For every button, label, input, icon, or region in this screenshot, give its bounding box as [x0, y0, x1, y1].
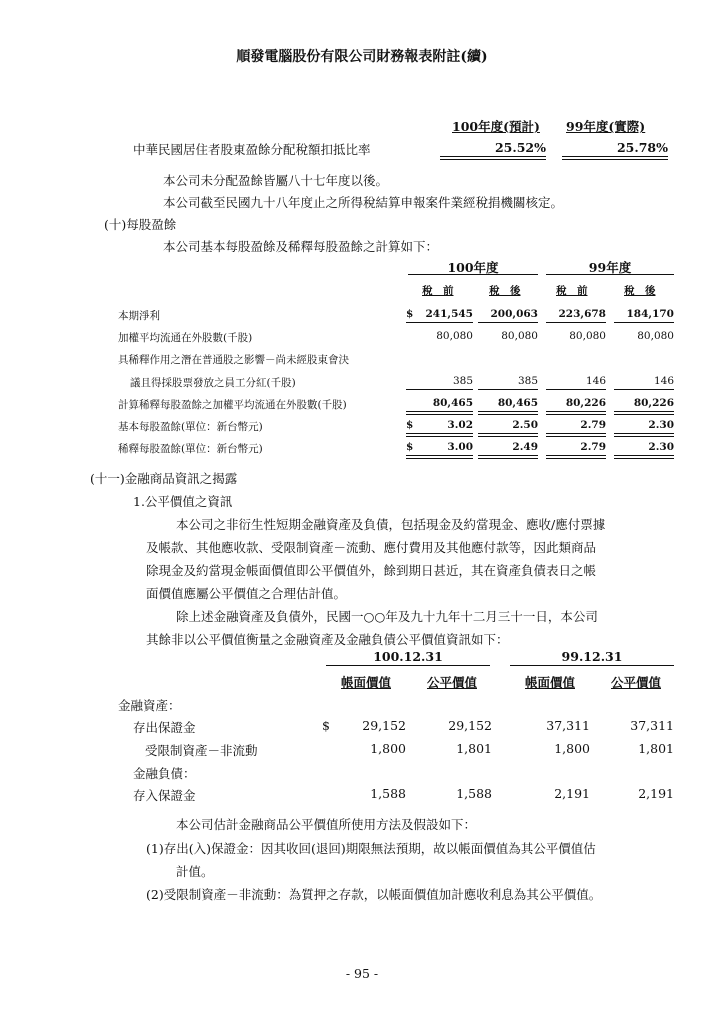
method-intro: 本公司估計金融商品公平價值所使用方法及假設如下：	[176, 817, 477, 832]
currency-sign: $	[322, 718, 330, 733]
fin-value: 1,800	[370, 741, 406, 756]
fin-colhead: 公平價值	[426, 675, 477, 690]
rule	[408, 274, 538, 275]
rule	[406, 433, 473, 437]
body-line: 除現金及約當現金帳面價值即公平價值外，餘到期日甚近，其在資產負債表日之帳	[146, 563, 597, 578]
tax-ratio-label: 中華民國居住者股東盈餘分配稅額扣抵比率	[133, 142, 371, 157]
fin-liab-label: 金融負債：	[133, 766, 196, 781]
currency-sign: $	[406, 308, 414, 320]
paragraph: 本公司截至民國九十八年度止之所得稅結算申報案件業經稅捐機關核定。	[163, 195, 564, 210]
eps-value: 385	[517, 375, 538, 387]
eps-value: 2.79	[580, 419, 606, 431]
eps-subhead: 稅 前	[556, 285, 588, 297]
rule	[614, 433, 674, 437]
rule	[546, 411, 606, 415]
fin-value: 1,801	[456, 741, 492, 756]
eps-value: 2.30	[648, 419, 674, 431]
fin-value: 2,191	[638, 786, 674, 801]
body-line: 其餘非以公平價值衡量之金融資產及金融負債公平價值資訊如下：	[146, 632, 509, 647]
eps-row-label: 議且得採股票發放之員工分紅(千股)	[130, 377, 296, 389]
rule	[562, 156, 668, 160]
rule	[546, 274, 674, 275]
eps-value: 146	[653, 375, 674, 387]
fin-value: 2,191	[554, 786, 590, 801]
eps-value: 2.30	[648, 441, 674, 453]
body-line: 本公司之非衍生性短期金融資產及負債，包括現金及約當現金、應收/應付票據	[176, 517, 606, 532]
eps-value: 2.79	[580, 441, 606, 453]
fin-value: 1,801	[638, 741, 674, 756]
rule	[614, 389, 674, 390]
eps-subhead: 稅 後	[489, 285, 521, 297]
fin-assets-label: 金融資產：	[118, 698, 181, 713]
fin-value: 37,311	[546, 718, 590, 733]
rule	[478, 389, 538, 390]
rule	[478, 411, 538, 415]
eps-value: 3.00	[447, 441, 473, 453]
rule	[406, 455, 473, 459]
rule	[478, 433, 538, 437]
eps-value: 241,545	[425, 308, 473, 320]
eps-value: 80,226	[633, 397, 674, 409]
rule	[546, 433, 606, 437]
section-heading-fin: (十一)金融商品資訊之揭露	[90, 471, 238, 486]
rule	[614, 455, 674, 459]
rule	[440, 156, 546, 160]
method-2: (2)受限制資產－非流動：為質押之存款，以帳面價值加計應收利息為其公平價值。	[146, 887, 602, 902]
body-line: 除上述金融資產及負債外，民國一○○年及九十九年十二月三十一日，本公司	[176, 609, 598, 624]
fin-date-99: 99.12.31	[561, 649, 623, 664]
eps-value: 223,678	[558, 308, 606, 320]
method-1-cont: 計值。	[176, 864, 214, 879]
eps-row-label: 加權平均流通在外股數(千股)	[118, 332, 253, 344]
eps-subhead: 稅 前	[422, 285, 454, 297]
eps-value: 184,170	[626, 308, 674, 320]
fin-value: 1,800	[554, 741, 590, 756]
rule	[546, 322, 606, 323]
page-title: 順發電腦股份有限公司財務報表附註(續)	[236, 49, 488, 65]
eps-value: 80,226	[565, 397, 606, 409]
eps-value: 3.02	[447, 419, 473, 431]
eps-year-100: 100年度	[447, 260, 499, 275]
fin-value: 1,588	[370, 786, 406, 801]
eps-year-99: 99年度	[588, 260, 632, 275]
fin-row-label: 存出保證金	[133, 720, 196, 735]
rule	[478, 455, 538, 459]
paragraph: 本公司未分配盈餘皆屬八十七年度以後。	[163, 173, 389, 188]
fin-value: 37,311	[630, 718, 674, 733]
tax-ratio-99: 25.78%	[616, 140, 668, 155]
eps-intro: 本公司基本每股盈餘及稀釋每股盈餘之計算如下：	[163, 239, 439, 254]
fin-row-label: 存入保證金	[133, 788, 196, 803]
rule	[406, 322, 473, 323]
rule	[478, 322, 538, 323]
fin-date-100: 100.12.31	[373, 649, 443, 664]
subsection-heading: 1.公平價值之資訊	[133, 494, 233, 509]
currency-sign: $	[406, 419, 414, 431]
eps-value: 80,080	[637, 330, 674, 342]
tax-col-99: 99年度(實際)	[566, 119, 646, 134]
eps-row-label: 計算稀釋每股盈餘之加權平均流通在外股數(千股)	[118, 399, 347, 411]
fin-row-label: 受限制資產－非流動	[145, 743, 258, 758]
rule	[406, 389, 473, 390]
rule	[614, 411, 674, 415]
eps-row-label: 本期淨利	[118, 310, 160, 322]
fin-colhead: 帳面價值	[524, 675, 575, 690]
eps-value: 146	[585, 375, 606, 387]
tax-ratio-100: 25.52%	[494, 140, 546, 155]
section-heading-eps: (十)每股盈餘	[104, 217, 177, 232]
eps-value: 200,063	[490, 308, 538, 320]
rule	[546, 455, 606, 459]
rule	[510, 665, 674, 666]
page-number: - 95 -	[345, 966, 379, 981]
eps-row-label: 基本每股盈餘(單位：新台幣元)	[118, 421, 263, 433]
eps-value: 80,080	[501, 330, 538, 342]
eps-value: 2.49	[512, 441, 538, 453]
eps-subhead: 稅 後	[624, 285, 656, 297]
eps-value: 385	[452, 375, 473, 387]
method-1: (1)存出(入)保證金：因其收回(退回)期限無法預期，故以帳面價值為其公平價值估	[146, 841, 596, 856]
fin-colhead: 帳面價值	[340, 675, 391, 690]
fin-value: 29,152	[448, 718, 492, 733]
fin-colhead: 公平價值	[610, 675, 661, 690]
eps-value: 80,465	[497, 397, 538, 409]
eps-value: 2.50	[512, 419, 538, 431]
fin-value: 29,152	[362, 718, 406, 733]
rule	[406, 411, 473, 415]
currency-sign: $	[406, 441, 414, 453]
eps-value: 80,080	[569, 330, 606, 342]
eps-value: 80,465	[432, 397, 473, 409]
fin-value: 1,588	[456, 786, 492, 801]
rule	[326, 665, 490, 666]
body-line: 面價值應屬公平價值之合理估計值。	[146, 586, 347, 601]
rule	[546, 389, 606, 390]
eps-value: 80,080	[436, 330, 473, 342]
eps-row-label: 稀釋每股盈餘(單位：新台幣元)	[118, 443, 263, 455]
body-line: 及帳款、其他應收款、受限制資產－流動、應付費用及其他應付款等，因此類商品	[146, 540, 597, 555]
rule	[614, 322, 674, 323]
tax-col-100: 100年度(預計)	[452, 119, 540, 134]
eps-row-label: 具稀釋作用之潛在普通股之影響－尚未經股東會決	[118, 354, 349, 366]
